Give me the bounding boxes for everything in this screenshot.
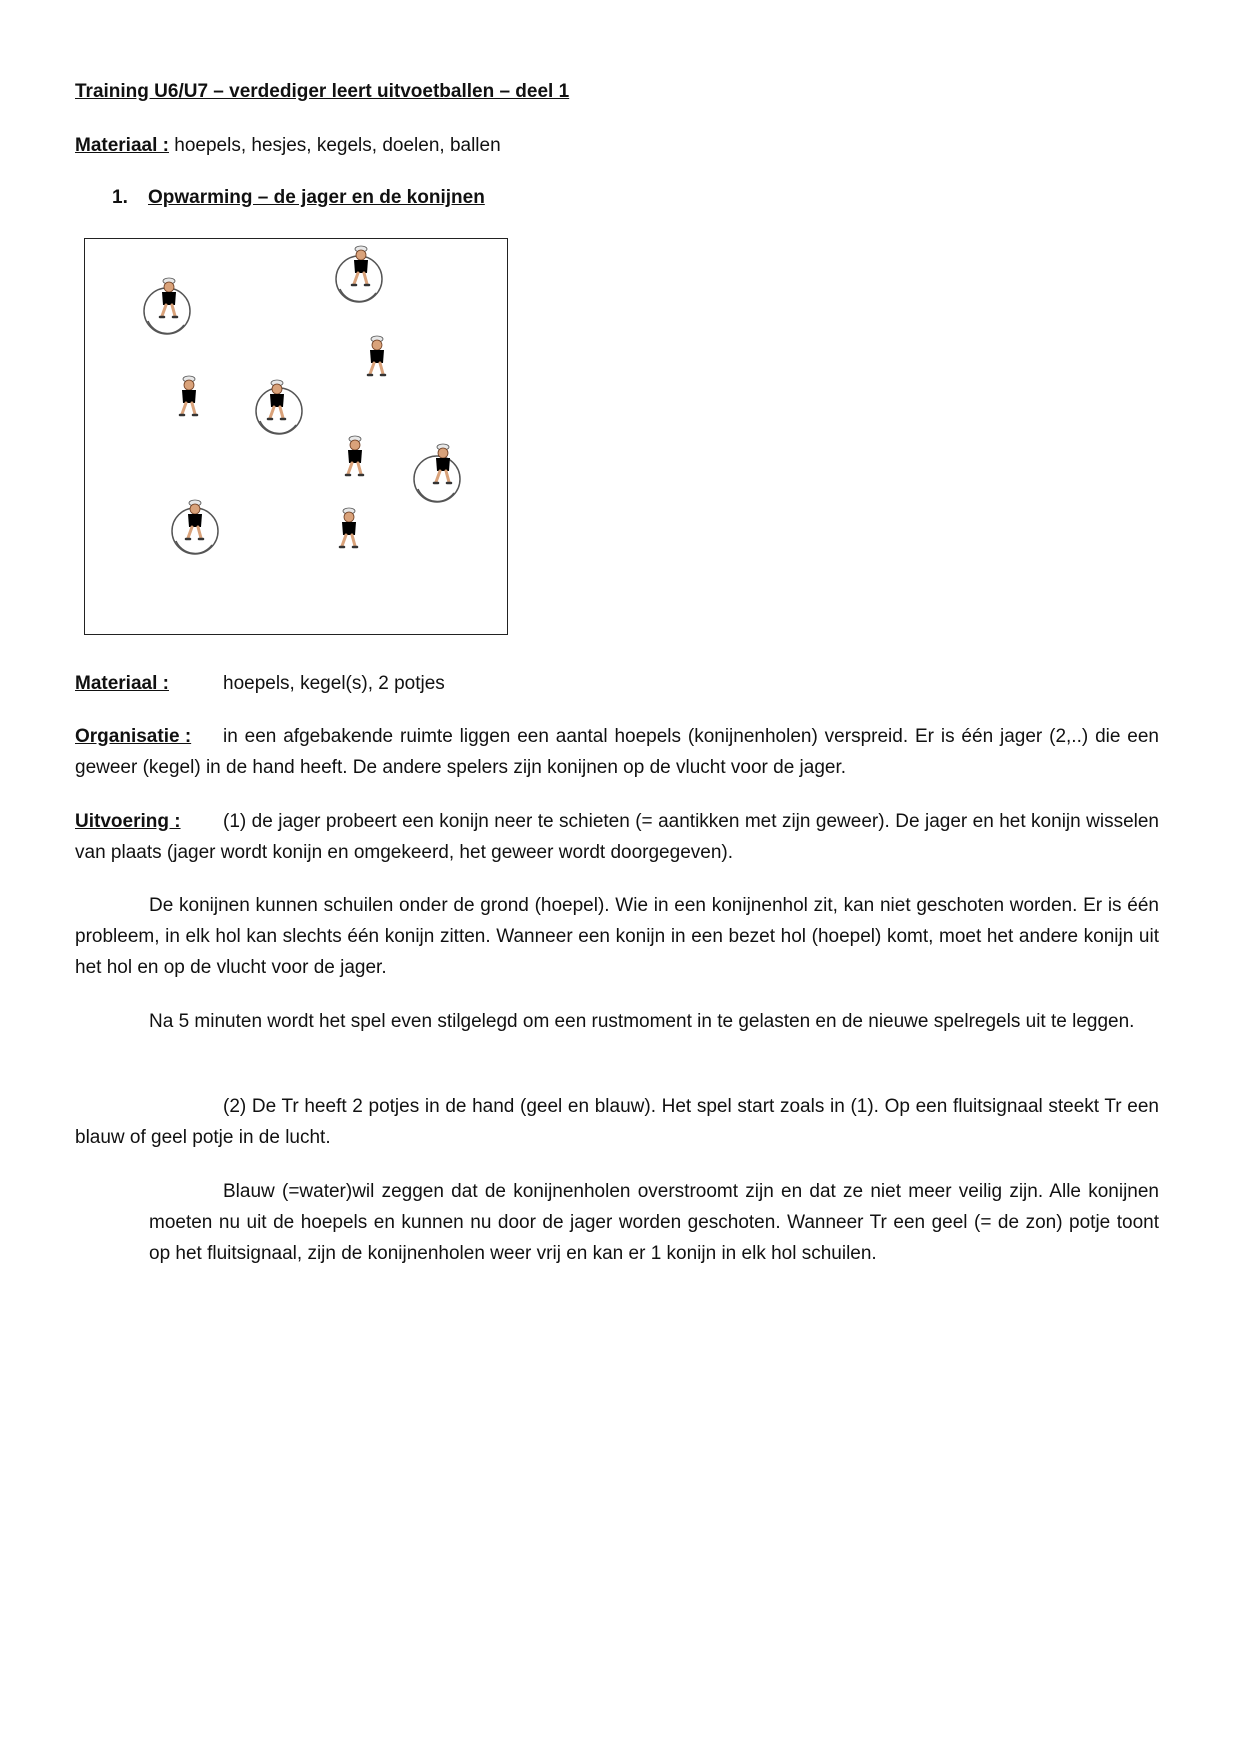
paragraph-trainer-pots: (2) De Tr heeft 2 potjes in de hand (geel en blauw). Het spel start zoals in (1). Op een fluitsignaal steekt Tr een blauw of geel potje in de lucht. (75, 1096, 1159, 1148)
materials-summary-label: Materiaal : (75, 135, 169, 156)
player-red-3 (364, 336, 390, 375)
execution-label: Uitvoering : (75, 811, 181, 832)
materials-value: hoepels, kegel(s), 2 potjes (223, 673, 445, 694)
document-title: Training U6/U7 – verdediger leert uitvoetballen – deel 1 (75, 81, 570, 102)
materials-summary-value: hoepels, hesjes, kegels, doelen, ballen (168, 135, 501, 156)
paragraph-blue-yellow: Blauw (=water)wil zeggen dat de konijnenholen overstroomt zijn en dat ze niet meer veilig zijn. Alle konijnen moeten nu uit de hoepels en kunnen nu door de jager worden geschoten. Wanneer Tr een geel (= de zon) potje toont op het fluitsignaal, zijn de konijnenholen weer vrij en kan er 1 konijn in elk hol schuilen. (149, 1181, 1159, 1264)
player-red-6 (430, 444, 456, 483)
exercise-diagram (84, 238, 508, 635)
diagram-canvas (85, 239, 509, 636)
paragraph-rabbits-hide: De konijnen kunnen schuilen onder de grond (hoepel). Wie in een konijnenhol zit, kan niet geschoten worden. Er is één probleem, in elk hol kan slechts één konijn zitten. Wanneer een konijn in een bezet hol (hoepel) komt, moet het andere konijn uit het hol en op de vlucht voor de jager. (75, 895, 1159, 978)
paragraph-pause: Na 5 minuten wordt het spel even stilgelegd om een rustmoment in te gelasten en de nieuwe spelregels uit te leggen. (149, 1011, 1135, 1032)
player-red-7 (182, 500, 208, 539)
organisation-block (75, 721, 1159, 783)
materials-block (75, 668, 1159, 699)
execution-block (75, 806, 1159, 868)
player-red-4 (176, 376, 202, 415)
player-red-8 (336, 508, 362, 547)
player-red-5 (264, 380, 290, 419)
execution-text: (1) de jager probeert een konijn neer te schieten (= aantikken met zijn geweer). De jager en het konijn wisselen van plaats (jager wordt konijn en omgekeerd, het geweer wordt doorgegeven). (75, 811, 1159, 863)
player-red-1 (156, 278, 182, 317)
organisation-label: Organisatie : (75, 726, 192, 747)
section-title: Opwarming – de jager en de konijnen (148, 187, 485, 208)
player-blue-hunter (342, 436, 368, 475)
player-red-2 (348, 246, 374, 285)
materials-label: Materiaal : (75, 673, 169, 694)
materials-summary (75, 130, 501, 161)
organisation-text: in een afgebakende ruimte liggen een aantal hoepels (konijnenholen) verspreid. Er is één jager (2,..) die een geweer (kegel) in de hand heeft. De andere spelers zijn konijnen op de vlucht voor de jager. (75, 726, 1159, 778)
section-number: 1. (112, 187, 128, 208)
section-heading (112, 182, 485, 213)
